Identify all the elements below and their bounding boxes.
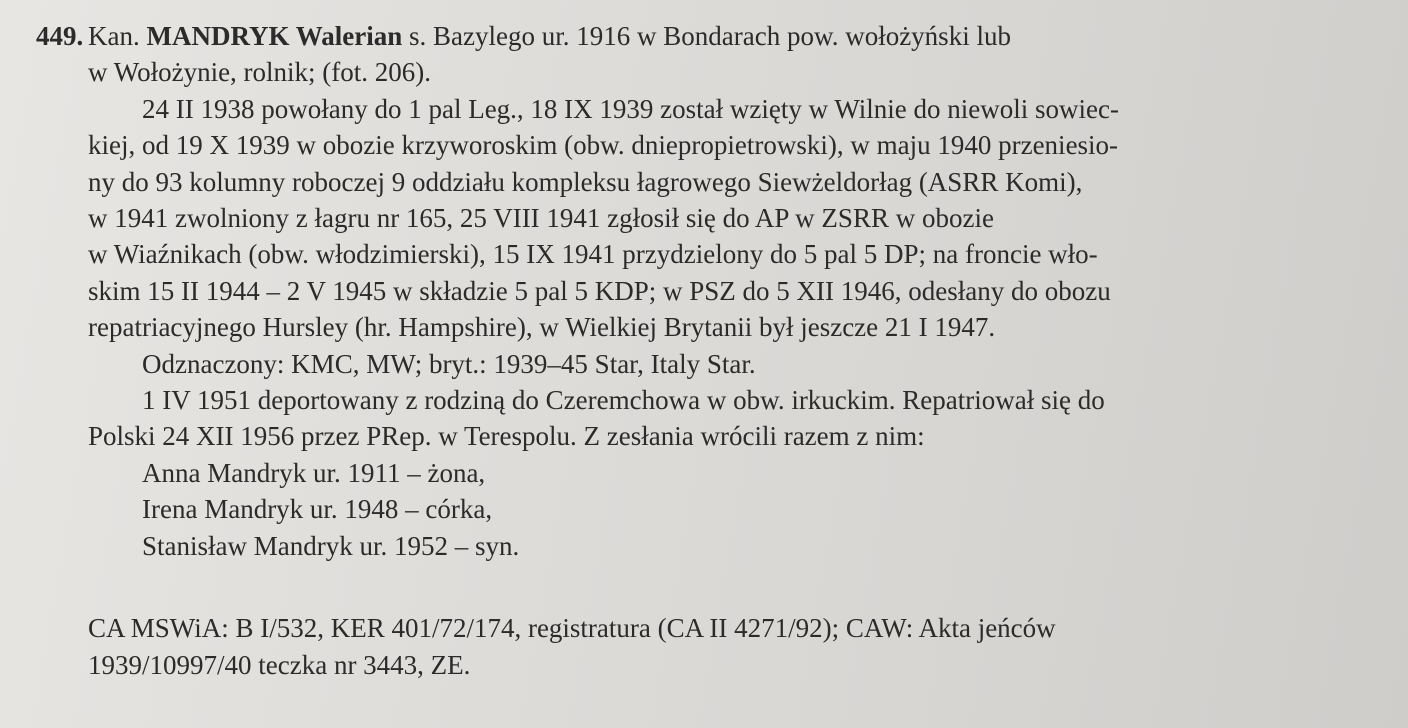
- entry-heading-line: [36, 18, 1328, 54]
- paragraph1-line: w 1941 zwolniony z łagru nr 165, 25 VIII 1941 zgłosił się do AP w ZSRR w obozie: [88, 203, 994, 234]
- paragraph1-line: w Wiaźnikach (obw. włodzimierski), 15 IX 1941 przydzielony do 5 pal 5 DP; na froncie wło-: [88, 239, 1098, 270]
- paragraph1-line: ny do 93 kolumny roboczej 9 oddziału kompleksu łagrowego Siewżeldorłag (ASRR Komi),: [88, 166, 1083, 197]
- entry-rank: Kan.: [88, 21, 147, 51]
- decorations-line: Odznaczony: KMC, MW; bryt.: 1939–45 Star, Italy Star.: [142, 348, 756, 379]
- document-text: [36, 18, 1328, 683]
- paragraph1-line: kiej, od 19 X 1939 w obozie krzyworoskim (obw. dniepropietrowski), w maju 1940 przeniesio-: [88, 130, 1119, 161]
- entry-number: 449.: [36, 21, 84, 51]
- paragraph2-line: Polski 24 XII 1956 przez PRep. w Terespolu. Z zesłania wrócili razem z nim:: [88, 421, 925, 452]
- entry-birth-info: s. Bazylego ur. 1916 w Bondarach pow. wołożyński lub: [402, 21, 1011, 51]
- entry-heading-line-2: w Wołożynie, rolnik; (fot. 206).: [88, 57, 432, 88]
- paragraph1-line: skim 15 II 1944 – 2 V 1945 w składzie 5 pal 5 KDP; w PSZ do 5 XII 1946, odesłany do obozu: [88, 275, 1111, 306]
- family-member: Stanisław Mandryk ur. 1952 – syn.: [142, 530, 520, 561]
- family-member: Anna Mandryk ur. 1911 – żona,: [142, 457, 486, 488]
- paragraph1-line: repatriacyjnego Hursley (hr. Hampshire), w Wielkiej Brytanii był jeszcze 21 I 1947.: [88, 312, 996, 343]
- paragraph2-line: 1 IV 1951 deportowany z rodziną do Czeremchowa w obw. irkuckim. Repatriował się do: [142, 385, 1105, 416]
- entry-heading: [88, 18, 1328, 54]
- section-gap: [88, 564, 1328, 610]
- family-member: Irena Mandryk ur. 1948 – córka,: [142, 494, 493, 525]
- sources-line: 1939/10997/40 teczka nr 3443, ZE.: [88, 649, 471, 680]
- sources-line: CA MSWiA: B I/532, KER 401/72/174, registratura (CA II 4271/92); CAW: Akta jeńców: [88, 613, 1056, 644]
- paragraph1-line: 24 II 1938 powołany do 1 pal Leg., 18 IX 1939 został wzięty w Wilnie do niewoli sowiec-: [142, 93, 1119, 124]
- entry-person-name: MANDRYK Walerian: [146, 21, 403, 51]
